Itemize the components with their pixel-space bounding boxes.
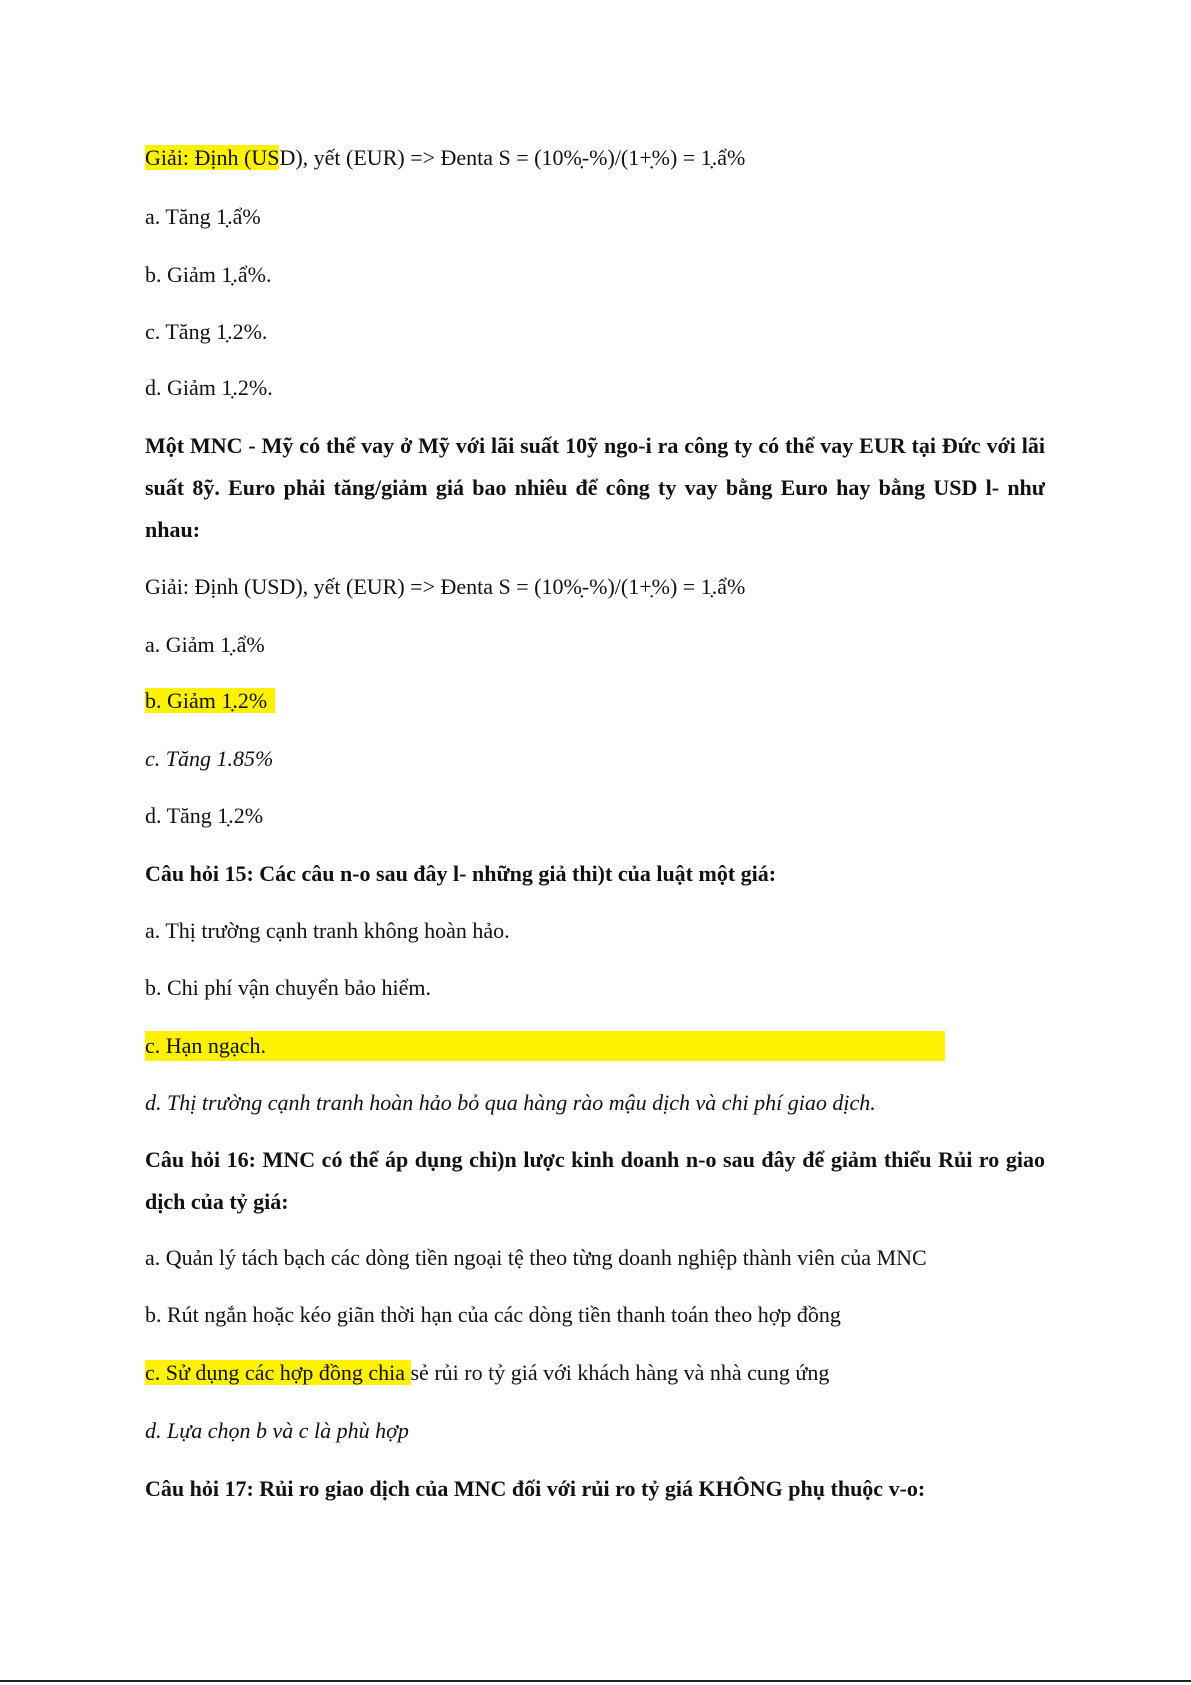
solution-text: D), yết (EUR) => Đenta S = (10%̣-%)/(1+̣%) = 1̣.ẩ% (279, 145, 746, 170)
option-c-highlighted: c. Sử dụng các hợp đồng chia (145, 1360, 411, 1385)
option-b-highlighted: b. Giảm 1̣.2% (145, 688, 275, 713)
option-b: b. Rút ngắn hoặc kéo giãn thời hạn của các dòng tiền thanh toán theo hợp đồng (145, 1302, 841, 1327)
option-b: b. Giảm 1̣.ẩ%. (145, 262, 272, 287)
option-d: d. Lựa chọn b và c là phù hợp (145, 1418, 409, 1443)
option-b: b. Chi phí vận chuyển bảo hiểm. (145, 975, 431, 1000)
question-text: Một MNC - Mỹ có thể vay ở Mỹ với lãi suất 10ỹ ngo-i ra công ty có thể vay EUR tại Đức với lãi suất 8ỹ. Euro phải tăng/giảm giá bao nhiêu để công ty vay bằng Euro hay bằng USD l- như nhau: (145, 433, 1045, 542)
question-15-title: Câu hỏi 15: Các câu n-o sau đây l- những giả thi)t của luật một giá: (145, 861, 777, 886)
option-a: a. Thị trường cạnh tranh không hoàn hảo. (145, 918, 510, 943)
option-c: c. Tăng 1.85% (145, 746, 274, 771)
option-c-text: sẻ rủi ro tỷ giá với khách hàng và nhà cung ứng (410, 1360, 830, 1385)
option-c: c. Tăng 1̣.2%. (145, 319, 268, 344)
option-b (145, 686, 275, 716)
page-bottom-rule (0, 1680, 1191, 1682)
question-16-title: Câu hỏi 16: MNC có thể áp dụng chi)n lược kinh doanh n-o sau đây để giảm thiểu Rủi ro giao dịch của tỷ giá: (145, 1147, 1045, 1214)
option-d: d. Tăng 1̣.2% (145, 803, 264, 828)
option-a: a. Tăng 1̣.ẩ% (145, 204, 261, 229)
option-d: d. Thị trường cạnh tranh hoàn hảo bỏ qua hàng rào mậu dịch và chi phí giao dịch. (145, 1090, 876, 1115)
option-c (145, 1358, 829, 1388)
option-a: a. Quản lý tách bạch các dòng tiền ngoại tệ theo từng doanh nghiệp thành viên của MNC (145, 1245, 927, 1270)
option-a: a. Giảm 1̣.ẩ% (145, 632, 265, 657)
solution-line: Giải: Định (USD), yết (EUR) => Đenta S = (10%̣-%)/(1+̣%) = 1̣.ẩ% (145, 574, 746, 599)
solution-line (145, 143, 745, 173)
option-d: d. Giảm 1̣.2%. (145, 375, 273, 400)
option-c: c. Hạn ngạch. (145, 1033, 266, 1058)
highlighted-text: Giải: Định (US (145, 145, 280, 170)
question-17-title: Câu hỏi 17: Rủi ro giao dịch của MNC đối với rủi ro tỷ giá KHÔNG phụ thuộc v-o: (145, 1476, 926, 1501)
